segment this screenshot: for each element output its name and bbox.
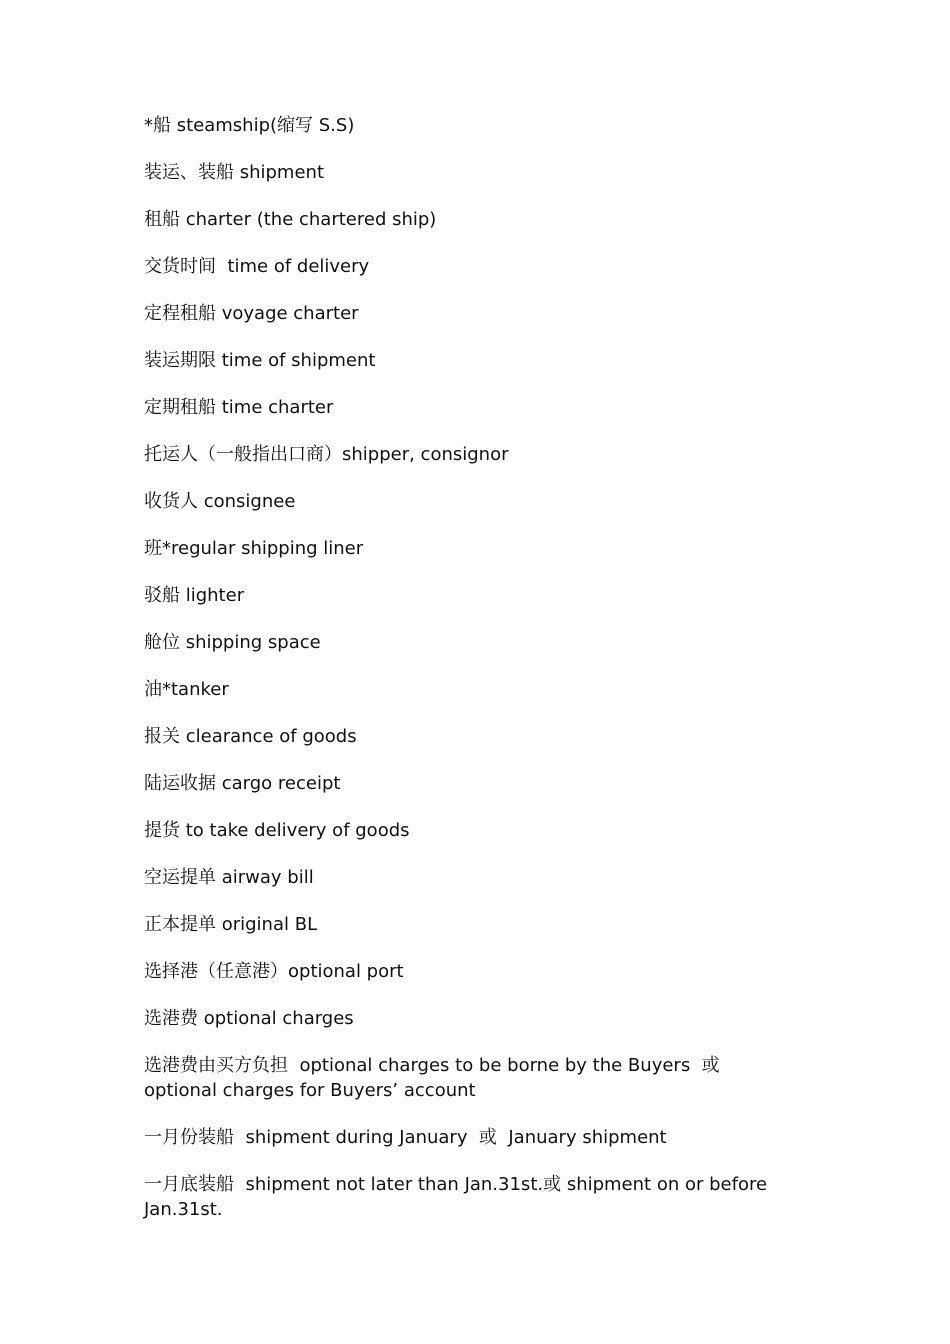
- glossary-entry: 陆运收据 cargo receipt: [144, 773, 341, 794]
- glossary-entry: 一月份装船 shipment during January 或 January shipment: [144, 1127, 667, 1148]
- glossary-entry: 租船 charter (the chartered ship): [144, 209, 437, 230]
- glossary-entry: 选港费 optional charges: [144, 1008, 354, 1029]
- glossary-entry: 定程租船 voyage charter: [144, 303, 359, 324]
- glossary-entry: 驳船 lighter: [144, 585, 245, 606]
- glossary-entry: 装运、装船 shipment: [144, 162, 325, 183]
- glossary-entry: 收货人 consignee: [144, 491, 296, 512]
- glossary-entry: 提货 to take delivery of goods: [144, 820, 410, 841]
- glossary-entry: 舱位 shipping space: [144, 632, 321, 653]
- glossary-entry: 选港费由买方负担 optional charges to be borne by the Buyers 或 optional charges for Buyers’ account: [144, 1055, 732, 1101]
- glossary-entry: 正本提单 original BL: [144, 914, 318, 935]
- glossary-entry: *船 steamship(缩写 S.S): [144, 115, 355, 136]
- glossary-list: [144, 113, 794, 1244]
- glossary-entry: 装运期限 time of shipment: [144, 350, 376, 371]
- glossary-entry: 托运人（一般指出口商）shipper, consignor: [144, 444, 509, 465]
- glossary-entry: 空运提单 airway bill: [144, 867, 314, 888]
- glossary-entry: 油*tanker: [144, 679, 229, 700]
- glossary-entry: 交货时间 time of delivery: [144, 256, 370, 277]
- glossary-entry: 一月底装船 shipment not later than Jan.31st.或 shipment on or before Jan.31st.: [144, 1174, 773, 1220]
- glossary-entry: 定期租船 time charter: [144, 397, 334, 418]
- glossary-entry: 报关 clearance of goods: [144, 726, 357, 747]
- glossary-entry: 班*regular shipping liner: [144, 538, 364, 559]
- glossary-entry: 选择港（任意港）optional port: [144, 961, 404, 982]
